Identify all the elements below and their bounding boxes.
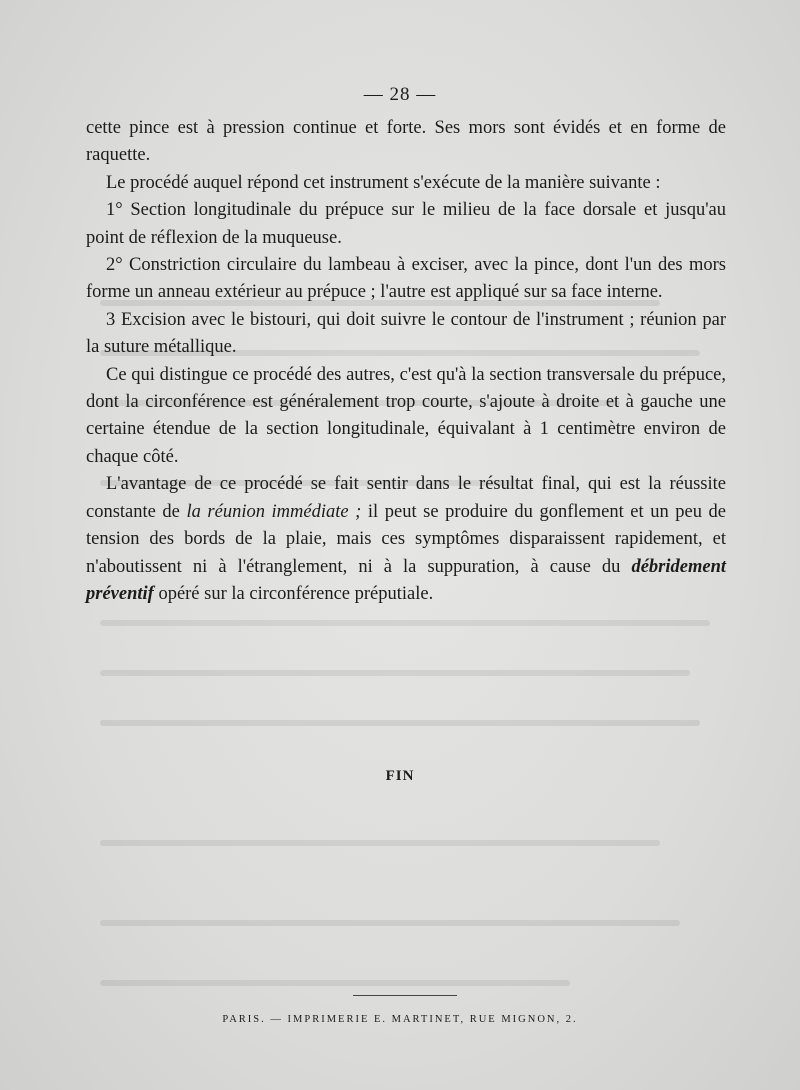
paragraph-7 xyxy=(86,471,726,608)
fin-label: FIN xyxy=(385,768,415,784)
printer-imprint: PARIS. — IMPRIMERIE E. MARTINET, RUE MIGNON, 2. xyxy=(222,1014,578,1025)
paragraph-7-text-a: L'avantage de ce procédé se fait sentir dans le résultat final, qui est la réussite constante de xyxy=(86,474,726,522)
divider-rule xyxy=(353,995,457,996)
body-text xyxy=(86,115,726,608)
paragraph-5: 3 Excision avec le bistouri, qui doit suivre le contour de l'instrument ; réunion par la suture métallique. xyxy=(86,309,726,358)
paragraph-3: 1° Section longitudinale du prépuce sur le milieu de la face dorsale et jusqu'au point de réflexion de la muqueuse. xyxy=(86,200,726,248)
paragraph-6: Ce qui distingue ce procédé des autres, c'est qu'à la section transversale du prépuce, dont la circonférence est généralement trop courte, s'ajoute à droite et à gauche une certaine étendue de la section longitudinale, équivalant à 1 centimètre environ de chaque côté. xyxy=(86,364,726,467)
paragraph-4: 2° Constriction circulaire du lambeau à exciser, avec la pince, dont l'un des mors forme un anneau extérieur au prépuce ; l'autre est appliqué sur sa face interne. xyxy=(86,255,726,303)
paragraph-1: cette pince est à pression continue et forte. Ses mors sont évidés et en forme de raquette. xyxy=(86,118,726,166)
paragraph-7-text-c: opéré sur la circonférence préputiale. xyxy=(153,583,434,604)
paragraph-7-text-b: il peut se produire du gonflement et un peu de tension des bords de la plaie, mais ces symptômes disparaissent rapidement, et n'aboutissent ni à l'étranglement, ni à la suppuration, à cause du xyxy=(86,501,727,577)
paragraph-7-bold-italic: débridement préventif xyxy=(86,556,726,604)
page-number: — 28 — xyxy=(363,84,437,105)
paragraph-7-italic: la réunion immédiate ; xyxy=(186,501,362,522)
paragraph-2: Le procédé auquel répond cet instrument s'exécute de la manière suivante : xyxy=(106,172,661,193)
